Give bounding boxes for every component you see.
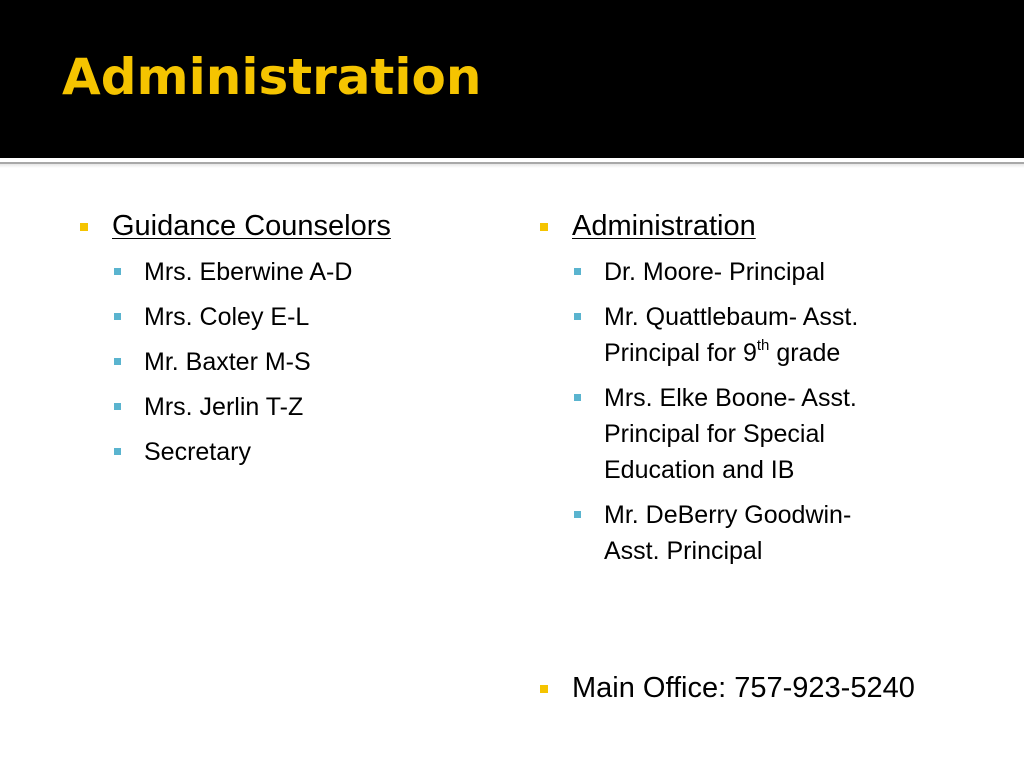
asst-principal-quattlebaum <box>604 303 858 367</box>
secretary: Secretary <box>144 438 251 466</box>
ordinal-suffix: th <box>756 336 770 354</box>
counselor-eberwine: Mrs. Eberwine A-D <box>144 258 353 286</box>
list-item <box>80 389 490 425</box>
guidance-counselors-heading <box>80 208 490 244</box>
administrator-list <box>540 254 960 569</box>
square-bullet-icon <box>114 313 121 320</box>
main-office-block <box>540 670 980 716</box>
main-office-item <box>540 670 980 706</box>
square-bullet-icon <box>574 268 581 275</box>
list-item <box>540 380 960 488</box>
guidance-counselors-column <box>80 208 490 479</box>
list-item <box>80 434 490 470</box>
boone-line-1: Mrs. Elke Boone- Asst. <box>604 384 857 412</box>
header-divider <box>0 158 1024 168</box>
list-item <box>540 299 960 371</box>
quattlebaum-line-2-end: grade <box>769 339 841 367</box>
asst-principal-boone <box>604 384 857 484</box>
list-item <box>540 254 960 290</box>
asst-principal-goodwin <box>604 501 851 565</box>
title-bar <box>0 0 1024 158</box>
heading-text: Guidance Counselors <box>112 210 391 242</box>
square-bullet-icon <box>540 223 548 231</box>
square-bullet-icon <box>574 511 581 518</box>
counselor-coley: Mrs. Coley E-L <box>144 303 310 331</box>
boone-line-2: Principal for Special <box>604 420 825 448</box>
counselor-jerlin: Mrs. Jerlin T-Z <box>144 393 304 421</box>
goodwin-line-2: Asst. Principal <box>604 537 763 565</box>
square-bullet-icon <box>574 394 581 401</box>
counselor-list <box>80 254 490 470</box>
square-bullet-icon <box>114 403 121 410</box>
quattlebaum-line-1: Mr. Quattlebaum- Asst. <box>604 303 859 331</box>
square-bullet-icon <box>114 268 121 275</box>
list-item <box>540 497 960 569</box>
square-bullet-icon <box>80 223 88 231</box>
counselor-baxter: Mr. Baxter M-S <box>144 348 311 376</box>
quattlebaum-line-2: Principal for 9 <box>604 339 757 367</box>
heading-text: Administration <box>572 210 756 242</box>
goodwin-line-1: Mr. DeBerry Goodwin- <box>604 501 852 529</box>
administration-heading <box>540 208 960 244</box>
square-bullet-icon <box>574 313 581 320</box>
list-item <box>80 299 490 335</box>
square-bullet-icon <box>114 358 121 365</box>
administration-column <box>540 208 960 578</box>
boone-line-3: Education and IB <box>604 456 795 484</box>
main-office-phone: Main Office: 757-923-5240 <box>572 672 915 704</box>
list-item <box>80 254 490 290</box>
square-bullet-icon <box>114 448 121 455</box>
principal-moore: Dr. Moore- Principal <box>604 258 825 286</box>
square-bullet-icon <box>540 685 548 693</box>
slide-title: Administration <box>62 48 482 106</box>
list-item <box>80 344 490 380</box>
